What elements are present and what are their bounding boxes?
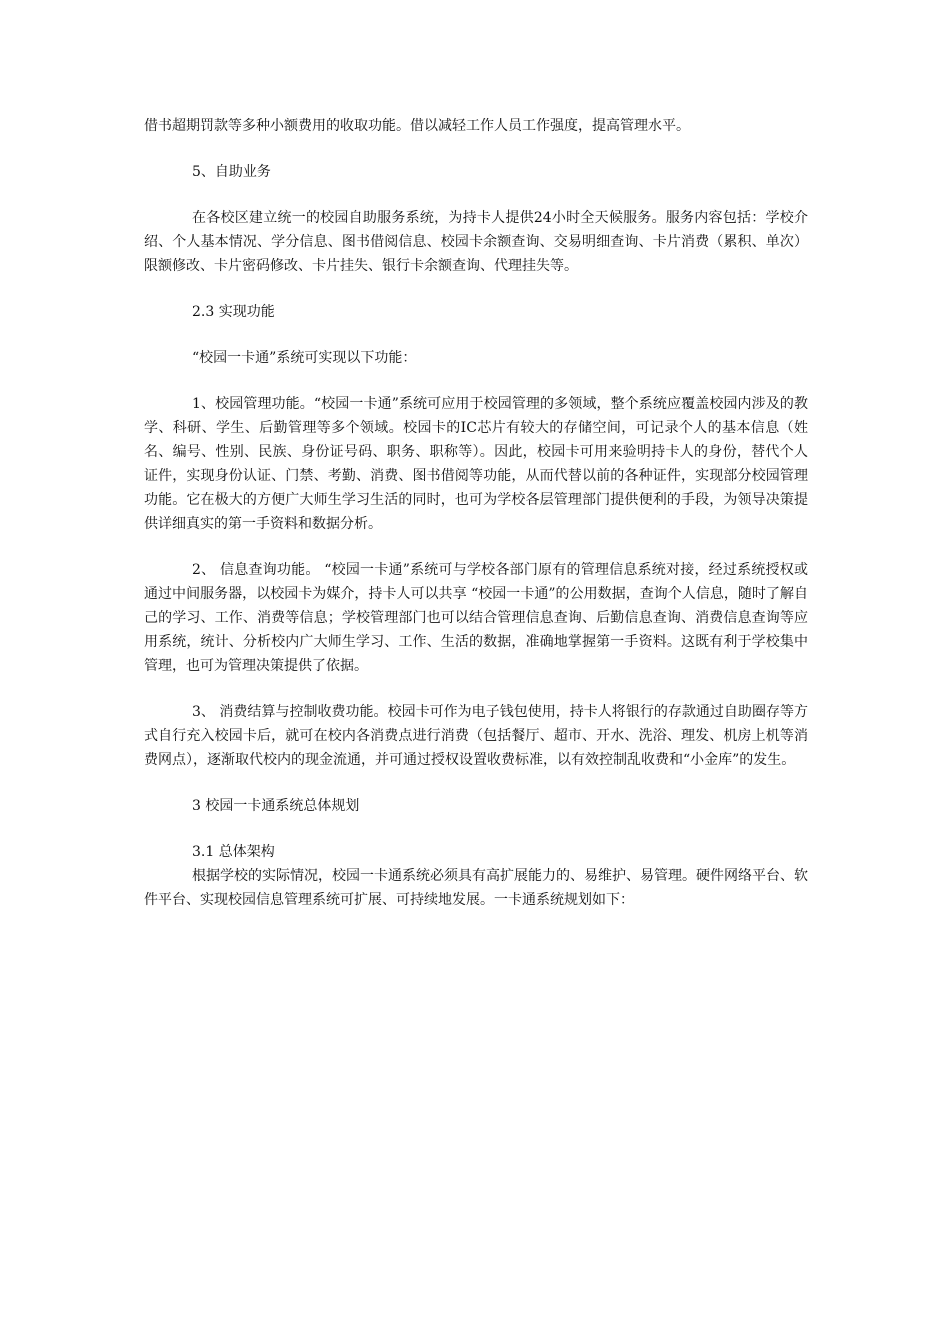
heading-3-1-architecture: 3.1 总体架构	[192, 844, 275, 860]
heading-self-service: 5、自助业务	[192, 164, 271, 180]
paragraph-campus-management: 1、校园管理功能。“校园一卡通”系统可应用于校园管理的多领域，整个系统应覆盖校园内涉及的教学、科研、学生、后勤管理等多个领域。校园卡的IC芯片有较大的存储空间，可记录个人的基本信息（姓名、编号、性别、民族、身份证号码、职务、职称等）。因此，校园卡可用来验明持卡人的身份，替代个人证件，实现身份认证、门禁、考勤、消费、图书借阅等功能，从而代替以前的各种证件，实现部分校园管理功能。它在极大的方便广大师生学习生活的同时，也可为学校各层管理部门提供便利的手段，为领导决策提供详细真实的第一手资料和数据分析。	[144, 396, 808, 532]
paragraph-functions-intro: “校园一卡通”系统可实现以下功能：	[192, 350, 417, 366]
paragraph-consumption-settlement: 3、 消费结算与控制收费功能。校园卡可作为电子钱包使用，持卡人将银行的存款通过自助圈存等方式自行充入校园卡后，就可在校内各消费点进行消费（包括餐厅、超市、开水、洗浴、理发、机房上机等消费网点），逐渐取代校内的现金流通，并可通过授权设置收费标准，以有效控制乱收费和“小金库”的发生。	[144, 704, 808, 768]
document-body	[144, 114, 808, 912]
paragraph-info-query: 2、 信息查询功能。 “校园一卡通”系统可与学校各部门原有的管理信息系统对接，经过系统授权或通过中间服务器，以校园卡为媒介，持卡人可以共享 “校园一卡通”的公用数据，查询个人信息，随时了解自己的学习、工作、消费等信息；学校管理部门也可以结合管理信息查询、后勤信息查询、消费信息查询等应用系统，统计、分析校内广大师生学习、工作、生活的数据，准确地掌握第一手资料。这既有利于学校集中管理，也可为管理决策提供了依据。	[144, 562, 808, 674]
paragraph-fee-collection: 借书超期罚款等多种小额费用的收取功能。借以减轻工作人员工作强度，提高管理水平。	[144, 118, 690, 134]
paragraph-self-service: 在各校区建立统一的校园自助服务系统，为持卡人提供24小时全天候服务。服务内容包括：学校介绍、个人基本情况、学分信息、图书借阅信息、校园卡余额查询、交易明细查询、卡片消费（累积、单次）限额修改、卡片密码修改、卡片挂失、银行卡余额查询、代理挂失等。	[144, 210, 808, 274]
paragraph-architecture: 根据学校的实际情况，校园一卡通系统必须具有高扩展能力的、易维护、易管理。硬件网络平台、软件平台、实现校园信息管理系统可扩展、可持续地发展。一卡通系统规划如下：	[144, 868, 808, 908]
heading-3-overall-plan: 3 校园一卡通系统总体规划	[192, 798, 360, 814]
heading-2-3-functions: 2.3 实现功能	[192, 304, 275, 320]
